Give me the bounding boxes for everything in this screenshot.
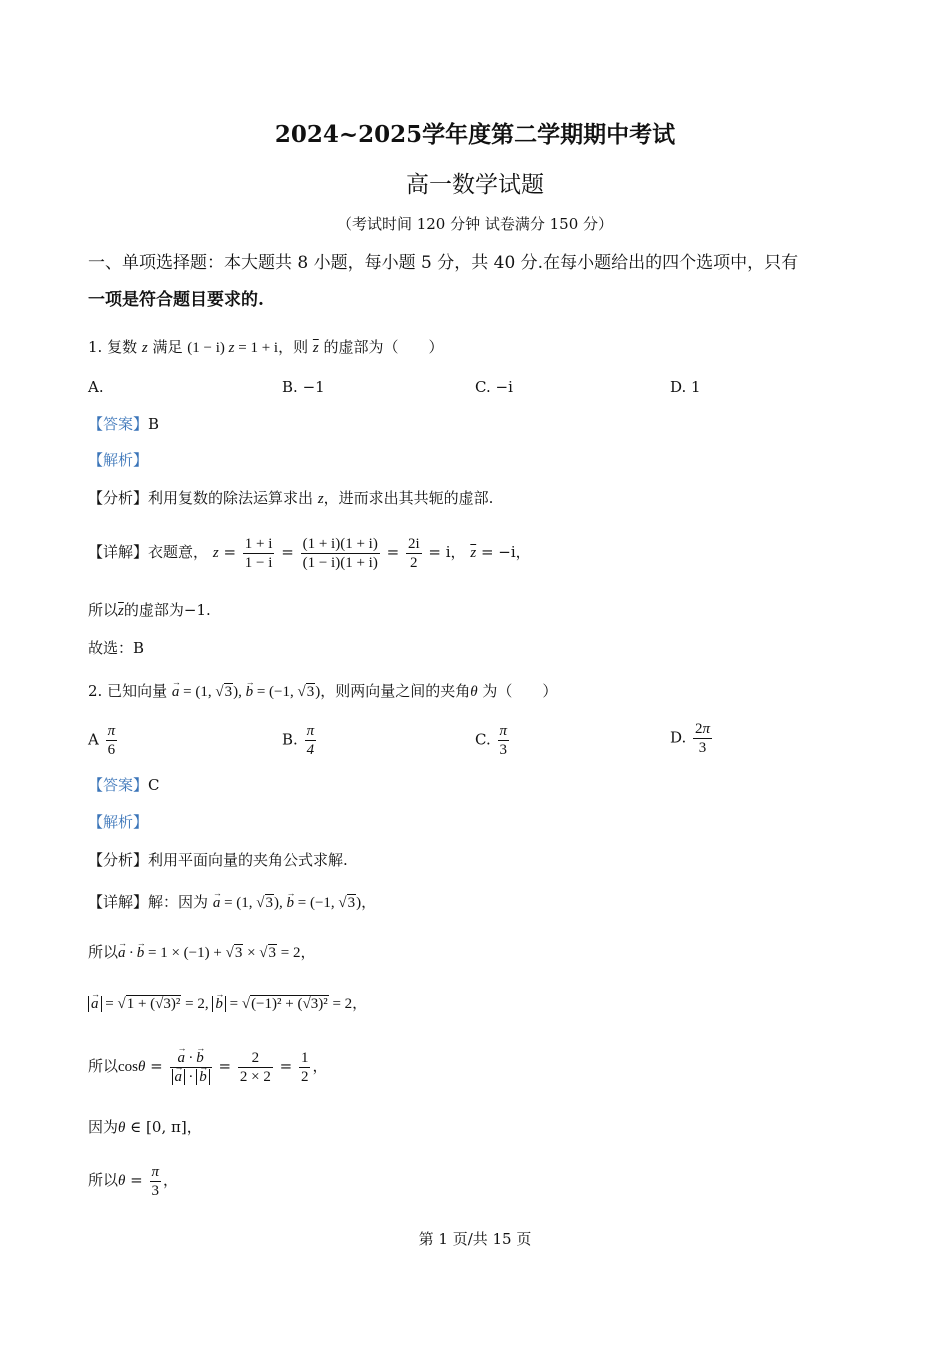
- q2-dot-product: 所以→ a · → b = 1 × (−1) + √3 × √3 = 2，: [88, 942, 316, 963]
- section-heading-line2: 一项是符合题目要求的.: [88, 290, 264, 310]
- q1-stem: 1. 复数 z 满足 (1 − i) z = 1 + i，则 $\overline{z}$ 的虚部为（ ）: [88, 338, 444, 356]
- section-heading-line1: 一、单项选择题：本大题共 8 小题，每小题 5 分，共 40 分.在每小题给出的四个选项中，只有: [88, 253, 799, 273]
- q1-option-a: A.: [88, 378, 104, 396]
- q2-magnitudes: → a = √1 + (√3)² = 2, → b = √(−1)² + (√3)² = 2，: [88, 993, 367, 1014]
- q1-fenxi: 【分析】利用复数的除法运算求出 z，进而求出其共轭的虚部.: [88, 489, 494, 507]
- q1-conclusion: 所以$\overline{z}$的虚部为−1.: [88, 601, 211, 619]
- exam-subtitle: 高一数学试题: [406, 172, 544, 198]
- q1-answer: 【答案】B: [88, 415, 160, 433]
- q2-answer: 【答案】C: [88, 776, 160, 794]
- q2-option-c: C. $\frac{\pi}{3}$: [475, 723, 508, 758]
- q1-option-d: D. 1: [670, 378, 701, 396]
- q2-fenxi: 【分析】利用平面向量的夹角公式求解.: [88, 851, 348, 869]
- exam-note: （考试时间 120 分钟 试卷满分 150 分）: [336, 215, 614, 233]
- q1-option-c: C. −i: [475, 378, 513, 396]
- q2-result: 所以θ = $\frac{\pi}{3}$ ，: [88, 1163, 179, 1199]
- q2-jiexi: 【解析】: [88, 813, 149, 831]
- q2-xiangjie: 【详解】解：因为 → a = (1, √3), → b = (−1, √3)，: [88, 892, 376, 913]
- q2-range: 因为θ ∈ [0, π]，: [88, 1118, 202, 1136]
- q2-option-b: B. $\frac{\pi}{4}$: [282, 723, 315, 758]
- exam-title: 2024~2025学年度第二学期期中考试: [274, 121, 676, 148]
- q1-jiexi: 【解析】: [88, 451, 149, 469]
- q1-option-b: B. −1: [282, 378, 325, 396]
- q1-xiangjie: 【详解】衣题意， z = $\frac{1 + i}{1 - i}$ = $\frac{(1 + i)(1 + i)}{(1 - i)(1 + i)}$ = $\frac{2i}{2}$ = i， $\overline{z} = -i$，: [88, 535, 531, 571]
- page-footer: 第 1 页/共 15 页: [418, 1230, 532, 1248]
- q2-option-a: A $\frac{\pi}{6}$: [88, 723, 116, 758]
- q1-choice: 故选：B: [88, 639, 145, 657]
- q2-cosine: 所以cosθ = → a · → b → a · → b = $\frac{2}{2 \times 2}$ = $\frac{1}{2}$ ，: [88, 1046, 327, 1087]
- q2-option-d: D. $\frac{2\pi}{3}$: [670, 721, 711, 756]
- q2-stem: 2. 已知向量 → a = (1, √3), → b = (−1, √3)，则两向量之间的夹角θ 为（ ）: [88, 681, 557, 702]
